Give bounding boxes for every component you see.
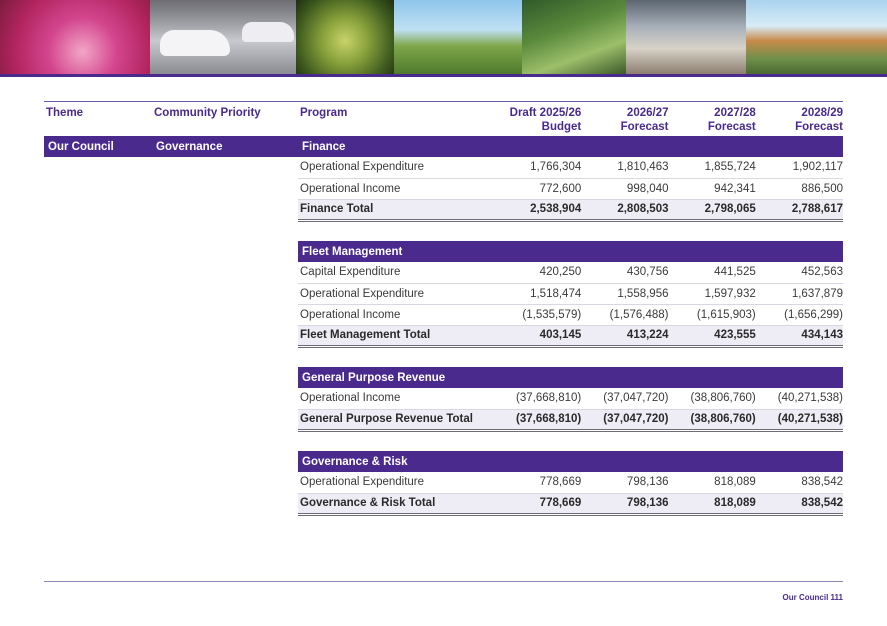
total-row [44,199,843,220]
line-item-label: Operational Income [298,178,494,199]
total-row [44,325,843,346]
program-section-row [44,367,843,388]
table-row [44,262,843,283]
spacer-cell [44,346,843,367]
total-value: (37,047,720) [581,409,668,430]
total-label: Finance Total [298,199,494,220]
banner-photo-family-outdoors [394,0,522,74]
program-section-row [44,451,843,472]
community-priority-cell-empty [152,409,298,430]
total-value: (37,668,810) [494,409,581,430]
community-priority-cell-empty [152,325,298,346]
total-value: 2,798,065 [669,199,756,220]
line-item-value: 1,637,879 [756,283,843,304]
total-value: 413,224 [581,325,668,346]
community-priority-cell-empty [152,451,298,472]
community-priority-cell-empty [152,283,298,304]
line-item-value: (40,271,538) [756,388,843,409]
theme-cell-empty [44,262,152,283]
theme-cell-empty [44,451,152,472]
program-section-row [44,241,843,262]
line-item-value: (1,576,488) [581,304,668,325]
line-item-value: 772,600 [494,178,581,199]
total-value: (40,271,538) [756,409,843,430]
line-item-value: 778,669 [494,472,581,493]
total-value: 2,538,904 [494,199,581,220]
line-item-value: 818,089 [669,472,756,493]
program-name: Finance [298,136,843,157]
line-item-value: (1,535,579) [494,304,581,325]
total-value: (38,806,760) [669,409,756,430]
table-row [44,283,843,304]
line-item-value: 942,341 [669,178,756,199]
header-theme: Theme [44,102,152,137]
line-item-value: (1,615,903) [669,304,756,325]
line-item-value: 420,250 [494,262,581,283]
line-item-value: (38,806,760) [669,388,756,409]
total-value: 423,555 [669,325,756,346]
spacer-cell [44,220,843,241]
banner-photo-electric-cars-charging [150,0,296,74]
budget-table-wrap [44,101,843,516]
line-item-label: Operational Income [298,304,494,325]
community-priority-cell-empty [152,199,298,220]
total-value: 798,136 [581,493,668,514]
line-item-value: 838,542 [756,472,843,493]
theme-cell-empty [44,304,152,325]
line-item-value: 1,855,724 [669,157,756,178]
table-row [44,178,843,199]
total-value: 434,143 [756,325,843,346]
header-2027-28: 2027/28 Forecast [669,102,756,137]
line-item-label: Capital Expenditure [298,262,494,283]
community-priority-cell-empty [152,241,298,262]
footer-rule [44,581,843,582]
line-item-label: Operational Expenditure [298,472,494,493]
line-item-value: 1,597,932 [669,283,756,304]
header-2026-27: 2026/27 Forecast [581,102,668,137]
theme-cell-empty [44,493,152,514]
total-row [44,409,843,430]
theme-cell-empty [44,283,152,304]
total-value: 838,542 [756,493,843,514]
line-item-label: Operational Expenditure [298,157,494,178]
line-item-value: 1,810,463 [581,157,668,178]
total-value: 818,089 [669,493,756,514]
theme-cell-empty [44,199,152,220]
line-item-value: (37,668,810) [494,388,581,409]
line-item-label: Operational Income [298,388,494,409]
total-value: 778,669 [494,493,581,514]
community-priority-cell: Governance [152,136,298,157]
community-priority-cell-empty [152,472,298,493]
header-draft-2025-26: Draft 2025/26 Budget [494,102,581,137]
table-row [44,472,843,493]
line-item-value: 441,525 [669,262,756,283]
line-item-value: (37,047,720) [581,388,668,409]
table-body [44,136,843,514]
table-header-row [44,102,843,137]
line-item-value: 1,558,956 [581,283,668,304]
community-priority-cell-empty [152,367,298,388]
banner-photo-kids-garden [522,0,626,74]
budget-table [44,101,843,516]
total-row [44,493,843,514]
theme-cell-empty [44,472,152,493]
spacer-cell [44,430,843,451]
table-row [44,157,843,178]
page-footer: Our Council 111 [782,593,843,602]
header-community-priority: Community Priority [152,102,298,137]
banner-photo-frog [296,0,394,74]
line-item-value: 1,902,117 [756,157,843,178]
header-program: Program [298,102,494,137]
community-priority-cell-empty [152,493,298,514]
line-item-value: 452,563 [756,262,843,283]
line-item-value: 798,136 [581,472,668,493]
theme-cell-empty [44,241,152,262]
community-priority-cell-empty [152,262,298,283]
line-item-value: 886,500 [756,178,843,199]
total-value: 2,808,503 [581,199,668,220]
total-label: Fleet Management Total [298,325,494,346]
spacer-row [44,346,843,367]
photo-banner [0,0,887,74]
banner-photo-building [746,0,887,74]
theme-cell-empty [44,325,152,346]
program-name: General Purpose Revenue [298,367,843,388]
theme-cell-empty [44,388,152,409]
community-priority-cell-empty [152,178,298,199]
community-priority-cell-empty [152,304,298,325]
total-label: General Purpose Revenue Total [298,409,494,430]
program-name: Governance & Risk [298,451,843,472]
theme-cell-empty [44,367,152,388]
program-section-row [44,136,843,157]
line-item-value: 430,756 [581,262,668,283]
line-item-value: 998,040 [581,178,668,199]
line-item-value: 1,766,304 [494,157,581,178]
total-value: 403,145 [494,325,581,346]
theme-cell-empty [44,157,152,178]
theme-cell: Our Council [44,136,152,157]
theme-cell-empty [44,178,152,199]
banner-photo-children-reading [0,0,150,74]
community-priority-cell-empty [152,157,298,178]
line-item-label: Operational Expenditure [298,283,494,304]
banner-photo-street-walkers [626,0,746,74]
spacer-row [44,220,843,241]
theme-cell-empty [44,409,152,430]
line-item-value: 1,518,474 [494,283,581,304]
program-name: Fleet Management [298,241,843,262]
header-2028-29: 2028/29 Forecast [756,102,843,137]
total-label: Governance & Risk Total [298,493,494,514]
table-row [44,388,843,409]
community-priority-cell-empty [152,388,298,409]
spacer-row [44,430,843,451]
banner-rule [0,74,887,77]
total-value: 2,788,617 [756,199,843,220]
table-row [44,304,843,325]
line-item-value: (1,656,299) [756,304,843,325]
